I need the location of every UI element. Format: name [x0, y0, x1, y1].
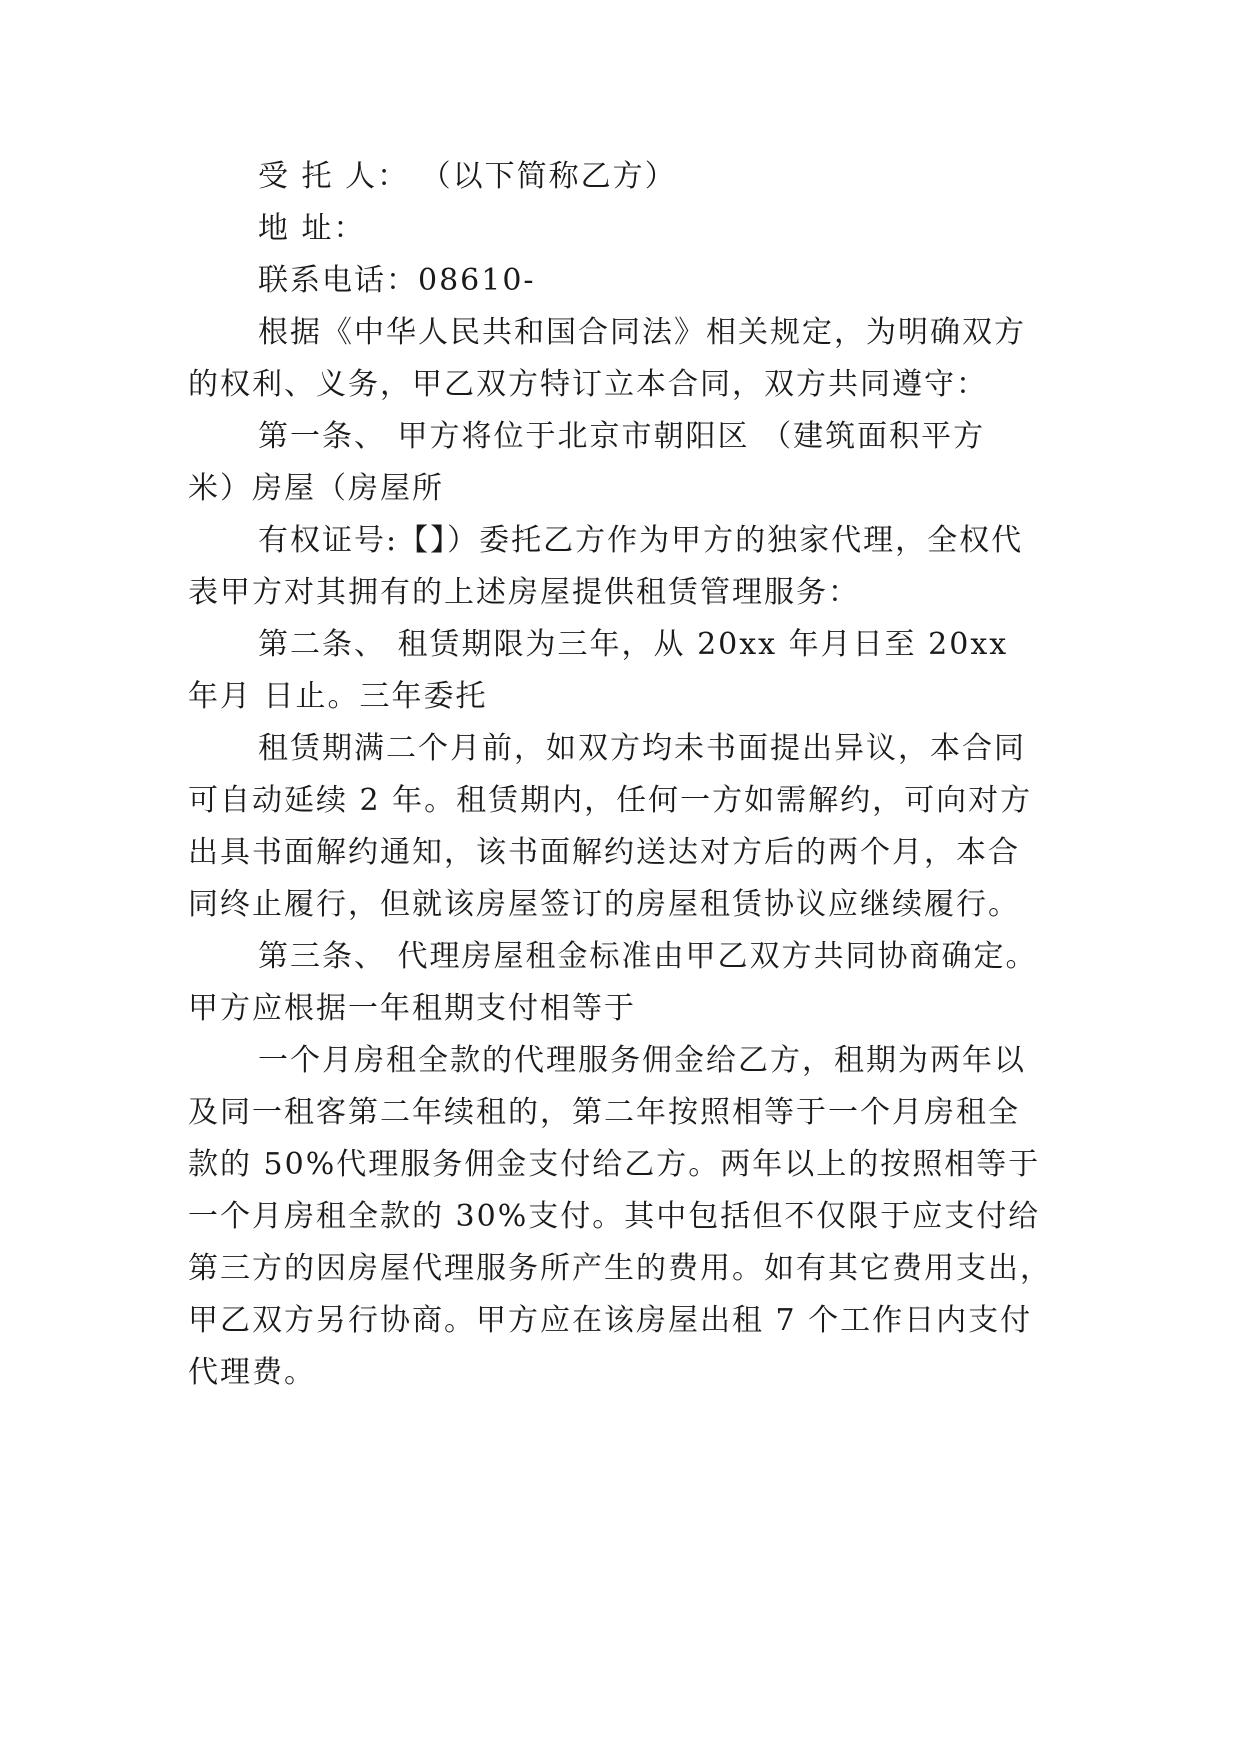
text-line: 可自动延续 2 年。租赁期内，任何一方如需解约，可向对方 — [188, 783, 1033, 818]
text-line: 年月 日止。三年委托 — [188, 679, 488, 714]
text-line: 第三方的因房屋代理服务所产生的费用。如有其它费用支出， — [188, 1251, 1052, 1286]
text-line: 表甲方对其拥有的上述房屋提供租赁管理服务： — [188, 575, 860, 610]
text-line: 同终止履行，但就该房屋签订的房屋租赁协议应继续履行。 — [188, 887, 1020, 922]
text-line: 一个月房租全款的代理服务佣金给乙方，租期为两年以 — [258, 1043, 1026, 1078]
text-line: 第二条、 租赁期限为三年，从 20xx 年月日至 20xx — [258, 627, 1009, 662]
text-line: 款的 50%代理服务佣金支付给乙方。两年以上的按照相等于 — [188, 1147, 1041, 1182]
text-line: 及同一租客第二年续租的，第二年按照相等于一个月房租全 — [188, 1095, 1020, 1130]
text-line: 第三条、 代理房屋租金标准由甲乙双方共同协商确定。 — [258, 939, 1038, 974]
text-line: 联系电话：08610- — [258, 263, 536, 298]
text-line: 有权证号:【】）委托乙方作为甲方的独家代理，全权代 — [258, 523, 1024, 558]
text-line: 一个月房租全款的 30%支付。其中包括但不仅限于应支付给 — [188, 1199, 1041, 1234]
text-line: 甲乙双方另行协商。甲方应在该房屋出租 7 个工作日内支付 — [188, 1303, 1033, 1338]
text-line: 甲方应根据一年租期支付相等于 — [188, 991, 636, 1026]
text-line: 第一条、 甲方将位于北京市朝阳区 （建筑面积平方 — [258, 419, 986, 454]
text-line: 代理费。 — [188, 1355, 316, 1390]
text-line: 地 址： — [258, 211, 366, 246]
text-line: 受 托 人： （以下简称乙方） — [258, 159, 677, 194]
text-line: 出具书面解约通知，该书面解约送达对方后的两个月，本合 — [188, 835, 1020, 870]
text-line: 的权利、义务，甲乙双方特订立本合同，双方共同遵守： — [188, 367, 988, 402]
text-line: 根据《中华人民共和国合同法》相关规定，为明确双方 — [258, 315, 1026, 350]
text-line: 租赁期满二个月前，如双方均未书面提出异议，本合同 — [258, 731, 1026, 766]
text-line: 米）房屋（房屋所 — [188, 471, 444, 506]
